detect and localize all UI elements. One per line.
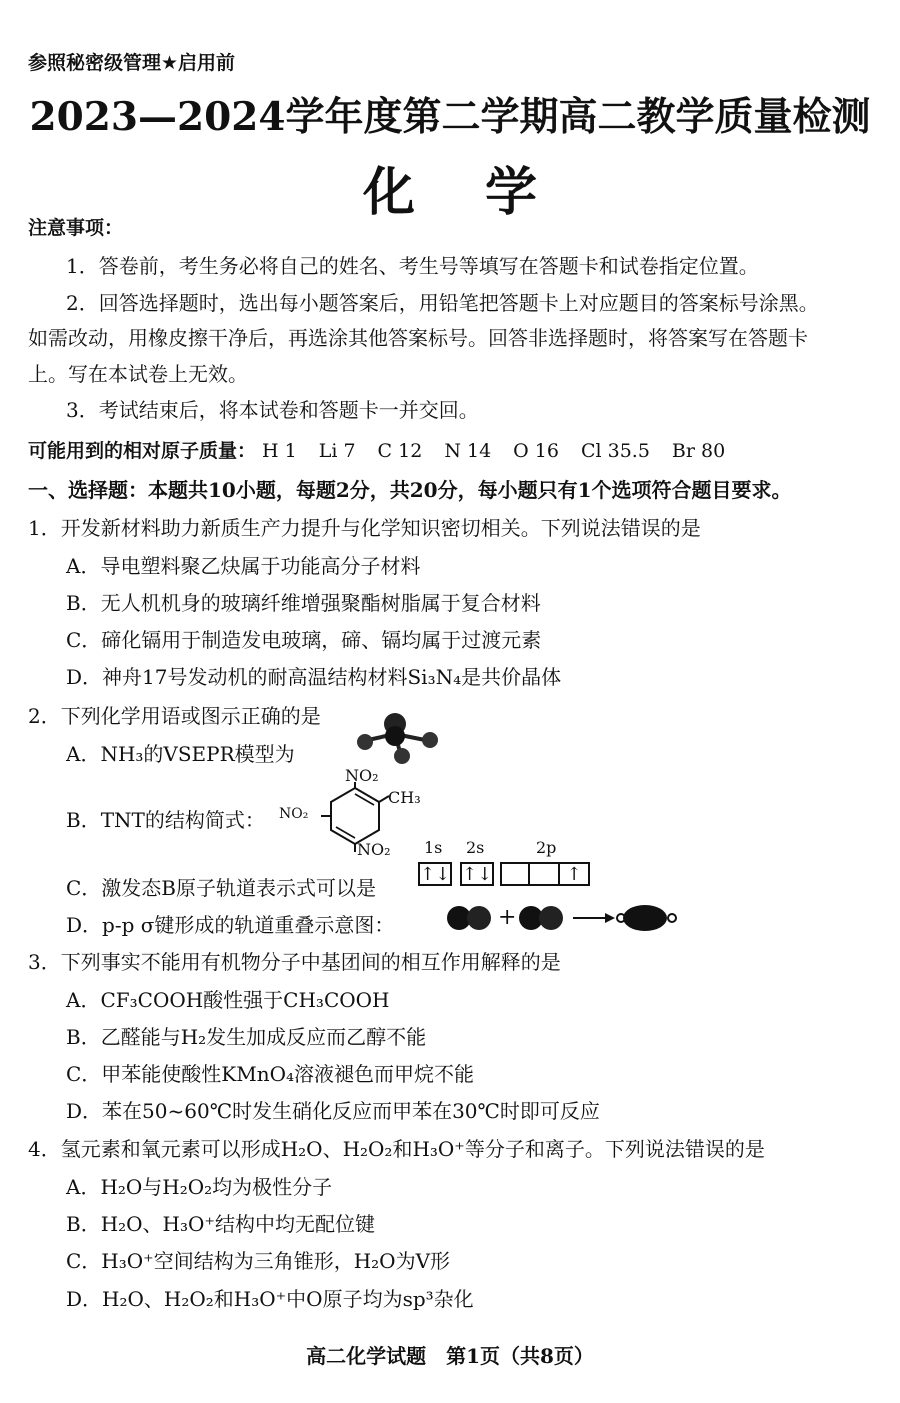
orbital-empty: [530, 862, 560, 886]
mass-item: Br 80: [671, 440, 726, 462]
orbital-empty: [500, 862, 530, 886]
q3-stem: 3．下列事实不能用有机物分子中基团间的相互作用解释的是: [28, 950, 561, 974]
q4-option-c: C．H₃O⁺空间结构为三角锥形，H₂O为V形: [66, 1249, 451, 1273]
q2-option-a: A．NH₃的VSEPR模型为: [66, 742, 295, 766]
note-3: 3．考试结束后，将本试卷和答题卡一并交回。: [66, 398, 479, 422]
orbital-arrows: ↑↓: [420, 864, 451, 885]
q3-option-a: A．CF₃COOH酸性强于CH₃COOH: [66, 988, 390, 1012]
q4-option-b: B．H₂O、H₃O⁺结构中均无配位键: [66, 1212, 375, 1236]
tnt-ch3: CH₃: [388, 788, 421, 807]
mass-item: H 1: [262, 440, 297, 462]
mass-item: Li 7: [318, 440, 356, 462]
orbital-label-2p: 2p: [536, 838, 557, 857]
orbital-label-2s: 2s: [466, 838, 485, 857]
q2-option-d: D．p-p σ键形成的轨道重叠示意图：: [66, 913, 395, 937]
orbital-arrows: ↑: [560, 862, 590, 886]
tnt-no2-left: NO₂: [279, 806, 309, 822]
note-2c: 上。写在本试卷上无效。: [28, 362, 248, 386]
mass-item: N 14: [444, 440, 492, 462]
q1-option-d: D．神舟17号发动机的耐高温结构材料Si₃N₄是共价晶体: [66, 665, 562, 689]
mass-item: C 12: [377, 440, 423, 462]
secret-level: 参照秘密级管理★启用前: [28, 52, 236, 74]
q2-stem: 2．下列化学用语或图示正确的是: [28, 704, 321, 728]
atomic-masses: [28, 436, 747, 463]
orbital-arrows: ↑↓: [462, 864, 493, 885]
orbital-box-2s: [460, 862, 494, 886]
mass-item: O 16: [513, 440, 559, 462]
orbital-label-1s: 1s: [424, 838, 443, 857]
q4-stem: 4．氢元素和氧元素可以形成H₂O、H₂O₂和H₃O⁺等分子和离子。下列说法错误的是: [28, 1137, 765, 1161]
tnt-no2-bottom: NO₂: [357, 840, 391, 859]
orbital-box-1s: [418, 862, 452, 886]
exam-title: 2023—2024学年度第二学期高二教学质量检测: [29, 94, 871, 140]
atomic-masses-label: 可能用到的相对原子质量：: [28, 440, 257, 462]
mass-item: Cl 35.5: [580, 440, 650, 462]
q1-stem: 1．开发新材料助力新质生产力提升与化学知识密切相关。下列说法错误的是: [28, 516, 701, 540]
q4-option-d: D．H₂O、H₂O₂和H₃O⁺中O原子均为sp³杂化: [66, 1287, 474, 1311]
q3-option-d: D．苯在50~60℃时发生硝化反应而甲苯在30℃时即可反应: [66, 1099, 600, 1123]
section-1-heading: 一、选择题：本题共10小题，每题2分，共20分，每小题只有1个选项符合题目要求。: [28, 478, 792, 502]
orbital-box-2p: [500, 862, 590, 886]
q1-option-c: C．碲化镉用于制造发电玻璃，碲、镉均属于过渡元素: [66, 628, 542, 652]
overlap-plus: +: [498, 905, 517, 930]
p-p-sigma-overlap-icon: [445, 900, 685, 936]
q1-option-a: A．导电塑料聚乙炔属于功能高分子材料: [66, 554, 421, 578]
q4-option-a: A．H₂O与H₂O₂均为极性分子: [66, 1175, 333, 1199]
q3-option-c: C．甲苯能使酸性KMnO₄溶液褪色而甲烷不能: [66, 1062, 475, 1086]
tnt-no2-top: NO₂: [345, 766, 379, 785]
q2-option-c: C．激发态B原子轨道表示式可以是: [66, 876, 376, 900]
note-2b: 如需改动，用橡皮擦干净后，再选涂其他答案标号。回答非选择题时，将答案写在答题卡: [28, 326, 808, 350]
page-footer: 高二化学试题 第1页（共8页）: [306, 1344, 594, 1368]
q3-option-b: B．乙醛能与H₂发生加成反应而乙醇不能: [66, 1025, 427, 1049]
note-2a: 2．回答选择题时，选出每小题答案后，用铅笔把答题卡上对应题目的答案标号涂黑。: [66, 291, 819, 315]
notes-heading: 注意事项：: [28, 217, 124, 239]
q2-option-b: B．TNT的结构简式：: [66, 808, 265, 832]
q1-option-b: B．无人机机身的玻璃纤维增强聚酯树脂属于复合材料: [66, 591, 541, 615]
subject-title: 化学: [362, 162, 607, 223]
note-1: 1．答卷前，考生务必将自己的姓名、考生号等填写在答题卡和试卷指定位置。: [66, 254, 759, 278]
